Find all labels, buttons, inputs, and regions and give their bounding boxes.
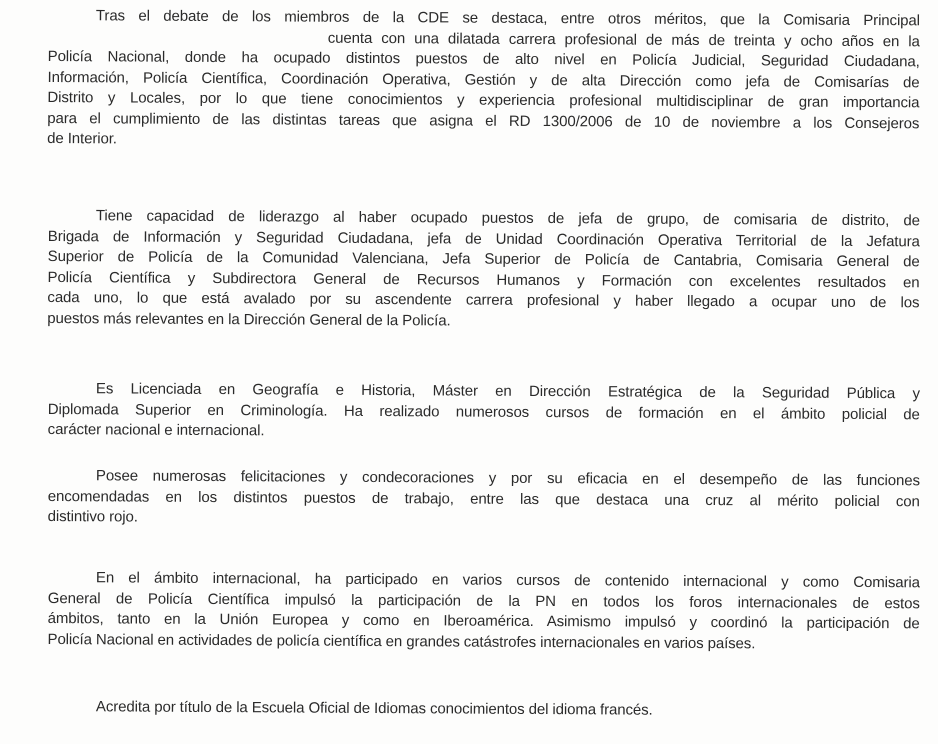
text-line: En el ámbito internacional, ha participado en varios cursos de contenido internacional y como Comisaria <box>95 569 920 592</box>
text-line: Distrito y Locales, por lo que tiene conocimientos y experiencia profesional multidisciplinar de gran importancia <box>47 88 920 112</box>
text-line: Policía Nacional en actividades de policía científica en grandes catástrofes internacionales en varios países. <box>47 630 756 652</box>
text-line: carácter nacional e internacional. <box>47 420 265 440</box>
text-line: de Interior. <box>47 129 117 148</box>
text-line: Policía Nacional, donde ha ocupado distintos puestos de alto nivel en Policía Judicial, Seguridad Ciudadana, <box>47 47 920 71</box>
text-line: Acredita por título de la Escuela Oficial de Idiomas conocimientos del idioma francés. <box>95 698 653 719</box>
text-line: Tiene capacidad de liderazgo al haber ocupado puestos de jefa de grupo, de comisaria de distrito, de <box>95 207 920 230</box>
text-line: Policía Científica y Subdirectora General de Recursos Humanos y Formación con excelentes resultados en <box>47 268 920 291</box>
text-line: cuenta con una dilatada carrera profesional de más de treinta y ocho años en la <box>327 29 920 50</box>
text-line: Superior de Policía de la Comunidad Valenciana, Jefa Superior de Policía de Cantabria, Comisaria General de <box>47 247 920 271</box>
text-line: puestos más relevantes en la Dirección General de la Policía. <box>47 309 451 329</box>
text-line: ámbitos, tanto en la Unión Europea y como en Iberoamérica. Asimismo impulsó y coordinó la participación de <box>47 609 920 633</box>
text-line: para el cumplimiento de las distintas tareas que asigna el RD 1300/2006 de 10 de noviembre a los Consejeros <box>47 109 920 132</box>
paragraph-international <box>47 568 919 655</box>
text-line: General de Policía Científica impulsó la participación de la PN en todos los foros internacionales de estos <box>47 589 920 612</box>
paragraph-career <box>47 6 920 155</box>
text-line: distintivo rojo. <box>47 507 138 526</box>
text-line: cada uno, lo que está avalado por su ascendente carrera profesional y haber llegado a ocupar uno de los <box>47 288 920 312</box>
paragraph-leadership <box>47 206 920 334</box>
paragraph-awards <box>48 466 920 533</box>
text-line: Información, Policía Científica, Coordinación Operativa, Gestión y de alta Dirección como jefa de Comisarías de <box>47 68 920 91</box>
text-line: Diplomada Superior en Criminología. Ha realizado numerosos cursos de formación en el ámbito policial de <box>47 400 920 423</box>
paragraph-education <box>48 379 920 446</box>
text-line: Tras el debate de los miembros de la CDE se destaca, entre otros méritos, que la Comisaria Principal <box>95 7 920 30</box>
text-line: Brigada de Información y Seguridad Ciudadana, jefa de Unidad Coordinación Operativa Territorial de la Jefatura <box>47 227 920 250</box>
text-line: Es Licenciada en Geografía e Historia, Máster en Dirección Estratégica de la Seguridad Pública y <box>95 380 920 403</box>
text-line: encomendadas en los distintos puestos de trabajo, entre las que destaca una cruz al mérito policial con <box>47 487 920 510</box>
paragraph-languages <box>48 697 920 723</box>
text-line: Posee numerosas felicitaciones y condecoraciones y por su eficacia en el desempeño de las funciones <box>95 467 920 490</box>
